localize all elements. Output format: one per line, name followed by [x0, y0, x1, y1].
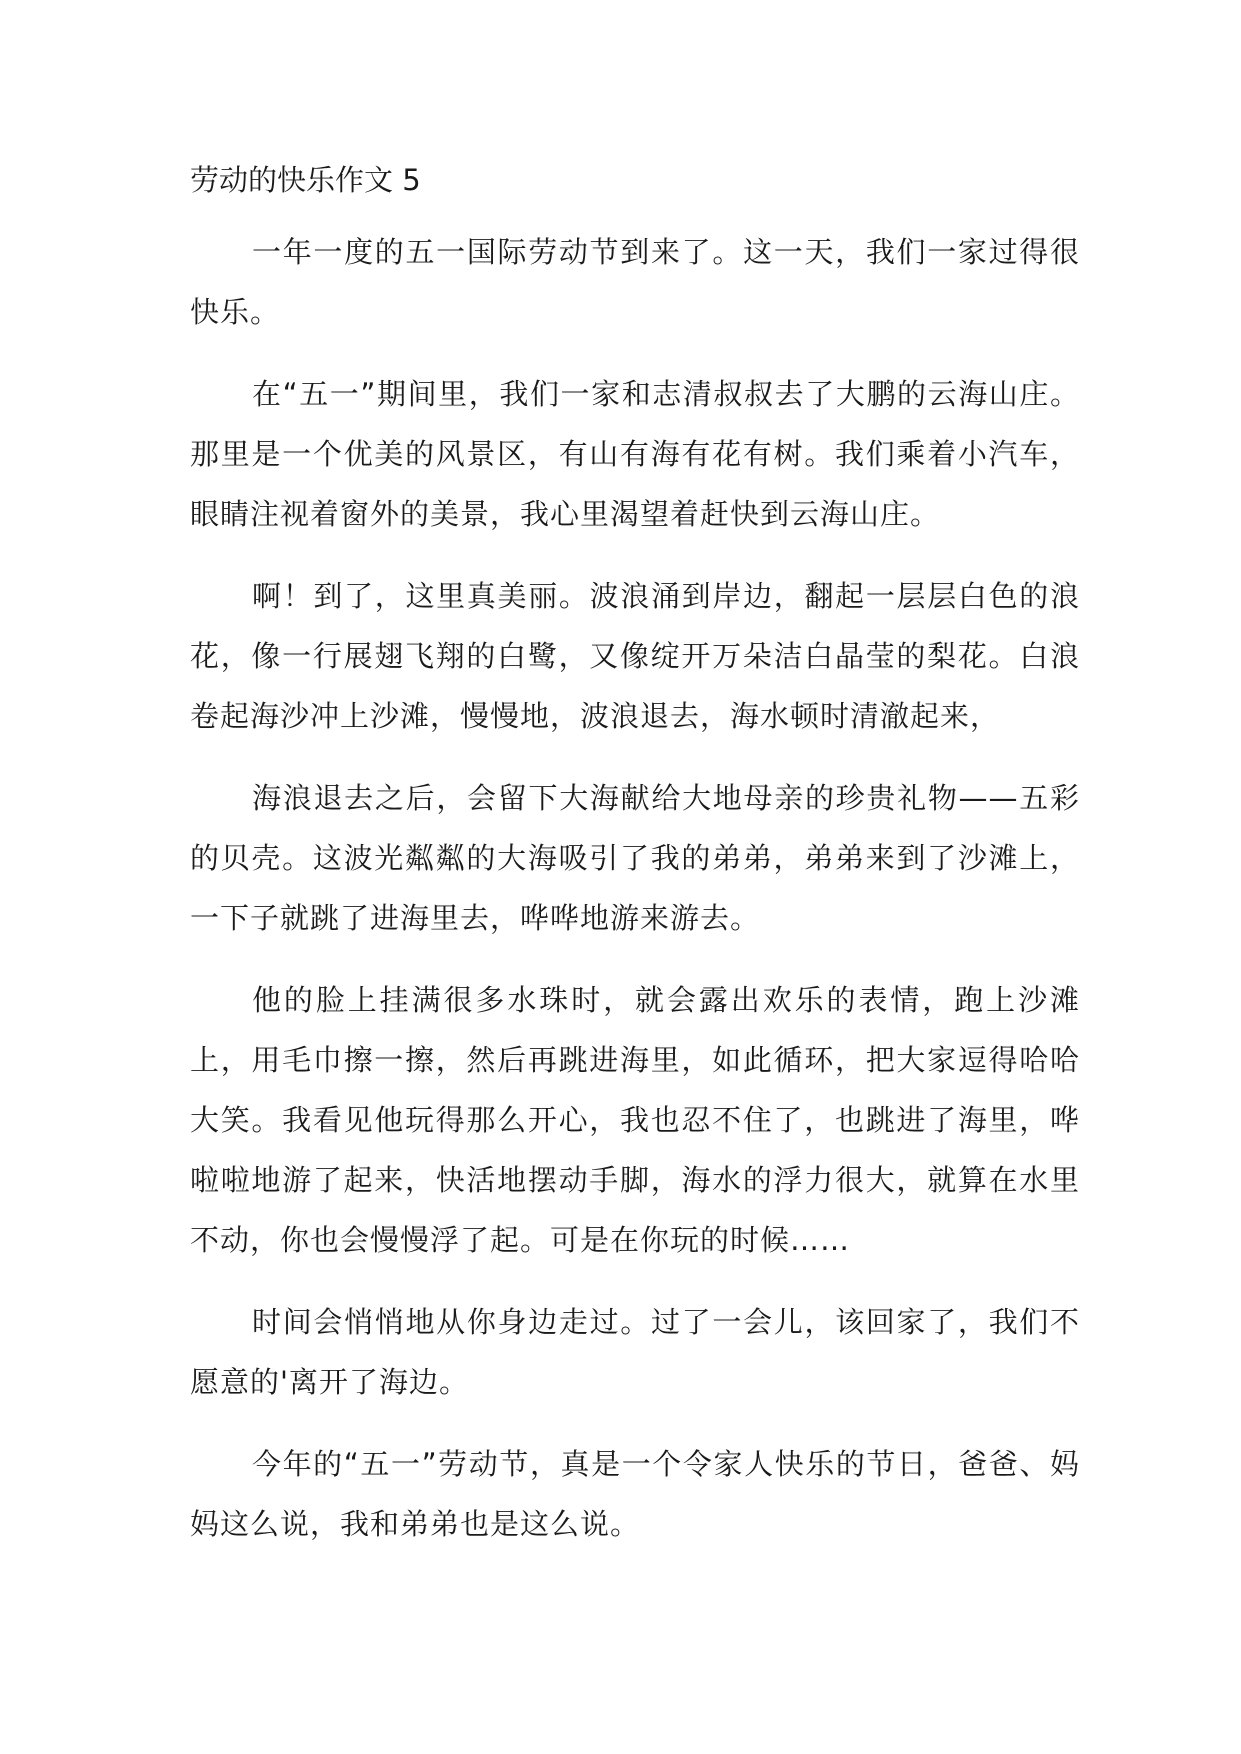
paragraph-1: 一年一度的五一国际劳动节到来了。这一天，我们一家过得很快乐。 — [190, 235, 1080, 329]
document-body — [190, 160, 1080, 1554]
paragraph-7: 今年的“五一”劳动节，真是一个令家人快乐的节日，爸爸、妈妈这么说，我和弟弟也是这么说。 — [190, 1447, 1080, 1541]
document-title: 劳动的快乐作文 5 — [190, 163, 421, 197]
paragraph-3: 啊！到了，这里真美丽。波浪涌到岸边，翻起一层层白色的浪花，像一行展翅飞翔的白鹭，又像绽开万朵洁白晶莹的梨花。白浪卷起海沙冲上沙滩，慢慢地，波浪退去，海水顿时清澈起来， — [190, 579, 1080, 733]
paragraph-2: 在“五一”期间里，我们一家和志清叔叔去了大鹏的云海山庄。那里是一个优美的风景区，有山有海有花有树。我们乘着小汽车，眼睛注视着窗外的美景，我心里渴望着赶快到云海山庄。 — [190, 377, 1080, 531]
paragraph-6: 时间会悄悄地从你身边走过。过了一会儿，该回家了，我们不愿意的'离开了海边。 — [190, 1305, 1080, 1399]
paragraph-4: 海浪退去之后，会留下大海献给大地母亲的珍贵礼物——五彩的贝壳。这波光粼粼的大海吸引了我的弟弟，弟弟来到了沙滩上，一下子就跳了进海里去，哗哗地游来游去。 — [190, 781, 1080, 935]
paragraph-5: 他的脸上挂满很多水珠时，就会露出欢乐的表情，跑上沙滩上，用毛巾擦一擦，然后再跳进海里，如此循环，把大家逗得哈哈大笑。我看见他玩得那么开心，我也忍不住了，也跳进了海里，哗啦啦地游了起来，快活地摆动手脚，海水的浮力很大，就算在水里不动，你也会慢慢浮了起。可是在你玩的时候…… — [190, 983, 1080, 1257]
